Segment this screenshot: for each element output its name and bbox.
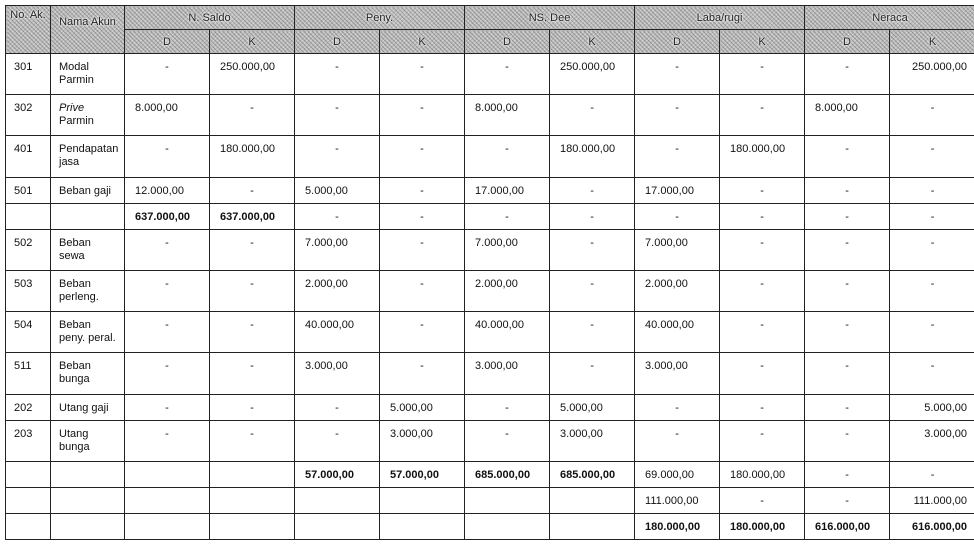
- amount-cell: -: [805, 177, 890, 203]
- amount-cell: -: [550, 312, 635, 353]
- header-no-ak-label: No. Ak.: [10, 9, 46, 21]
- amount-cell: -: [720, 487, 805, 513]
- amount-cell: -: [295, 136, 380, 177]
- header-sub-kredit: K: [210, 30, 295, 54]
- amount-cell: -: [890, 353, 974, 394]
- amount-cell: 7.000,00: [635, 229, 720, 270]
- amount-cell: -: [635, 95, 720, 136]
- account-name-line1: Beban: [59, 277, 91, 290]
- account-name-line1: Beban: [59, 360, 91, 373]
- table-row: [6, 229, 974, 270]
- amount-cell: -: [890, 136, 974, 177]
- table-row: [6, 312, 974, 353]
- amount-cell: -: [890, 203, 974, 229]
- account-number-cell: 503: [6, 270, 51, 311]
- amount-cell: -: [890, 461, 974, 487]
- amount-cell: [210, 487, 295, 513]
- amount-cell: -: [720, 270, 805, 311]
- amount-cell: -: [380, 229, 465, 270]
- amount-cell: 637.000,00: [210, 203, 295, 229]
- header-group-laba-rugi: Laba/rugi: [635, 6, 805, 30]
- header-sub-debit: D: [295, 30, 380, 54]
- account-name-line2: jasa: [59, 156, 80, 169]
- account-name-cell: [51, 95, 125, 136]
- account-number-cell: 504: [6, 312, 51, 353]
- amount-cell: 180.000,00: [210, 136, 295, 177]
- amount-cell: -: [380, 203, 465, 229]
- amount-cell: 17.000,00: [635, 177, 720, 203]
- amount-cell: -: [805, 420, 890, 461]
- account-name-cell: [51, 513, 125, 539]
- amount-cell: -: [125, 394, 210, 420]
- amount-cell: -: [125, 270, 210, 311]
- amount-cell: -: [295, 420, 380, 461]
- header-sub-kredit: K: [550, 30, 635, 54]
- amount-cell: 180.000,00: [635, 513, 720, 539]
- account-name-line2: perleng.: [59, 290, 99, 303]
- amount-cell: [550, 487, 635, 513]
- amount-cell: [210, 513, 295, 539]
- table-row: [6, 394, 974, 420]
- amount-cell: -: [465, 394, 550, 420]
- amount-cell: -: [380, 270, 465, 311]
- account-name-line1: Prive: [59, 102, 85, 115]
- amount-cell: 57.000,00: [380, 461, 465, 487]
- table-row: [6, 513, 974, 539]
- amount-cell: -: [380, 54, 465, 95]
- amount-cell: -: [805, 136, 890, 177]
- amount-cell: -: [550, 270, 635, 311]
- account-name-cell: [51, 270, 125, 311]
- amount-cell: [125, 461, 210, 487]
- amount-cell: 8.000,00: [465, 95, 550, 136]
- amount-cell: 3.000,00: [465, 353, 550, 394]
- account-number-cell: 501: [6, 177, 51, 203]
- amount-cell: 40.000,00: [635, 312, 720, 353]
- account-name-line1: Pendapatan: [59, 143, 119, 156]
- header-sub-kredit: K: [890, 30, 974, 54]
- amount-cell: [380, 513, 465, 539]
- account-name-cell: [51, 203, 125, 229]
- amount-cell: 685.000,00: [550, 461, 635, 487]
- amount-cell: -: [805, 312, 890, 353]
- amount-cell: [465, 487, 550, 513]
- header-group-n-saldo: N. Saldo: [125, 6, 295, 30]
- amount-cell: -: [210, 229, 295, 270]
- amount-cell: -: [380, 353, 465, 394]
- amount-cell: -: [295, 203, 380, 229]
- header-group-neraca: Neraca: [805, 6, 974, 30]
- amount-cell: 5.000,00: [550, 394, 635, 420]
- account-name-cell: [51, 136, 125, 177]
- account-name-line2: Parmin: [59, 74, 94, 86]
- amount-cell: -: [210, 270, 295, 311]
- table-row: [6, 95, 974, 136]
- account-number-cell: 301: [6, 54, 51, 95]
- amount-cell: -: [295, 394, 380, 420]
- amount-cell: -: [550, 177, 635, 203]
- amount-cell: 2.000,00: [635, 270, 720, 311]
- amount-cell: 250.000,00: [890, 54, 974, 95]
- amount-cell: 3.000,00: [635, 353, 720, 394]
- amount-cell: [380, 487, 465, 513]
- amount-cell: -: [210, 394, 295, 420]
- amount-cell: -: [210, 177, 295, 203]
- amount-cell: -: [125, 229, 210, 270]
- account-name-line1: Beban: [59, 236, 91, 249]
- amount-cell: 8.000,00: [125, 95, 210, 136]
- amount-cell: -: [465, 54, 550, 95]
- amount-cell: 616.000,00: [890, 513, 974, 539]
- account-number-cell: [6, 513, 51, 539]
- account-name-line2: bunga: [59, 373, 90, 386]
- amount-cell: 180.000,00: [550, 136, 635, 177]
- amount-cell: -: [805, 54, 890, 95]
- amount-cell: -: [720, 394, 805, 420]
- account-name-line1: Beban: [59, 319, 91, 332]
- amount-cell: -: [125, 353, 210, 394]
- amount-cell: 8.000,00: [805, 95, 890, 136]
- amount-cell: 3.000,00: [550, 420, 635, 461]
- amount-cell: -: [890, 312, 974, 353]
- amount-cell: -: [805, 461, 890, 487]
- amount-cell: -: [210, 420, 295, 461]
- table-row: [6, 420, 974, 461]
- amount-cell: -: [550, 353, 635, 394]
- amount-cell: 685.000,00: [465, 461, 550, 487]
- account-number-cell: [6, 487, 51, 513]
- amount-cell: -: [890, 270, 974, 311]
- account-name-cell: [51, 54, 125, 95]
- amount-cell: -: [550, 229, 635, 270]
- table-row: [6, 54, 974, 95]
- amount-cell: -: [890, 177, 974, 203]
- amount-cell: 111.000,00: [890, 487, 974, 513]
- amount-cell: -: [380, 136, 465, 177]
- amount-cell: -: [720, 95, 805, 136]
- amount-cell: -: [635, 420, 720, 461]
- table-row: [6, 353, 974, 394]
- amount-cell: -: [380, 177, 465, 203]
- account-number-cell: 511: [6, 353, 51, 394]
- account-name-line2: peny. peral.: [59, 332, 116, 345]
- header-group-ns-dee: NS. Dee: [465, 6, 635, 30]
- account-number-cell: [6, 203, 51, 229]
- amount-cell: 250.000,00: [550, 54, 635, 95]
- amount-cell: -: [805, 394, 890, 420]
- amount-cell: 637.000,00: [125, 203, 210, 229]
- amount-cell: -: [210, 95, 295, 136]
- amount-cell: -: [635, 54, 720, 95]
- amount-cell: 180.000,00: [720, 461, 805, 487]
- header-sub-kredit: K: [380, 30, 465, 54]
- amount-cell: 180.000,00: [720, 136, 805, 177]
- amount-cell: -: [890, 95, 974, 136]
- amount-cell: 5.000,00: [295, 177, 380, 203]
- amount-cell: -: [550, 95, 635, 136]
- header-sub-debit: D: [125, 30, 210, 54]
- amount-cell: 12.000,00: [125, 177, 210, 203]
- amount-cell: [125, 487, 210, 513]
- amount-cell: -: [805, 203, 890, 229]
- account-name-cell: [51, 394, 125, 420]
- amount-cell: -: [380, 95, 465, 136]
- table-row: [6, 487, 974, 513]
- table-row: [6, 461, 974, 487]
- amount-cell: [210, 461, 295, 487]
- header-no-ak: [6, 6, 51, 54]
- amount-cell: -: [295, 54, 380, 95]
- amount-cell: -: [720, 229, 805, 270]
- header-nama-akun: Nama Akun: [51, 6, 125, 54]
- amount-cell: -: [805, 229, 890, 270]
- amount-cell: [125, 513, 210, 539]
- account-name-line1: Modal: [59, 61, 89, 73]
- account-name-line2: Parmin: [59, 115, 94, 128]
- amount-cell: [465, 513, 550, 539]
- amount-cell: -: [125, 136, 210, 177]
- amount-cell: -: [210, 312, 295, 353]
- amount-cell: 3.000,00: [295, 353, 380, 394]
- amount-cell: -: [465, 136, 550, 177]
- amount-cell: 2.000,00: [295, 270, 380, 311]
- account-number-cell: [6, 461, 51, 487]
- amount-cell: 17.000,00: [465, 177, 550, 203]
- amount-cell: 5.000,00: [380, 394, 465, 420]
- amount-cell: -: [380, 312, 465, 353]
- table-row: [6, 270, 974, 311]
- amount-cell: -: [125, 54, 210, 95]
- amount-cell: -: [210, 353, 295, 394]
- account-name-line1: Utang gaji: [59, 401, 109, 414]
- account-number-cell: 401: [6, 136, 51, 177]
- amount-cell: 616.000,00: [805, 513, 890, 539]
- amount-cell: -: [635, 203, 720, 229]
- amount-cell: -: [720, 203, 805, 229]
- worksheet-table: [5, 5, 974, 540]
- account-name-cell: [51, 461, 125, 487]
- account-number-cell: 202: [6, 394, 51, 420]
- amount-cell: -: [465, 203, 550, 229]
- header-sub-debit: D: [465, 30, 550, 54]
- amount-cell: -: [125, 312, 210, 353]
- amount-cell: -: [805, 270, 890, 311]
- amount-cell: -: [635, 136, 720, 177]
- amount-cell: 5.000,00: [890, 394, 974, 420]
- amount-cell: -: [550, 203, 635, 229]
- amount-cell: [295, 513, 380, 539]
- table-row: [6, 177, 974, 203]
- amount-cell: 111.000,00: [635, 487, 720, 513]
- account-number-cell: 302: [6, 95, 51, 136]
- amount-cell: -: [720, 177, 805, 203]
- amount-cell: -: [125, 420, 210, 461]
- table-row: [6, 203, 974, 229]
- account-name-cell: [51, 312, 125, 353]
- table-header: [6, 6, 974, 54]
- header-sub-debit: D: [635, 30, 720, 54]
- header-sub-kredit: K: [720, 30, 805, 54]
- amount-cell: 2.000,00: [465, 270, 550, 311]
- amount-cell: -: [465, 420, 550, 461]
- amount-cell: 57.000,00: [295, 461, 380, 487]
- account-name-cell: [51, 353, 125, 394]
- account-name-line1: Utang: [59, 427, 89, 440]
- amount-cell: [550, 513, 635, 539]
- amount-cell: -: [805, 353, 890, 394]
- amount-cell: -: [890, 229, 974, 270]
- amount-cell: 7.000,00: [295, 229, 380, 270]
- amount-cell: -: [635, 394, 720, 420]
- account-name-cell: [51, 229, 125, 270]
- amount-cell: [295, 487, 380, 513]
- account-name-line2: bunga: [59, 440, 90, 453]
- account-number-cell: 502: [6, 229, 51, 270]
- account-name-cell: [51, 420, 125, 461]
- amount-cell: 250.000,00: [210, 54, 295, 95]
- amount-cell: 3.000,00: [890, 420, 974, 461]
- amount-cell: 69.000,00: [635, 461, 720, 487]
- table-row: [6, 136, 974, 177]
- amount-cell: -: [720, 353, 805, 394]
- header-sub-debit: D: [805, 30, 890, 54]
- amount-cell: 40.000,00: [465, 312, 550, 353]
- amount-cell: 3.000,00: [380, 420, 465, 461]
- amount-cell: 40.000,00: [295, 312, 380, 353]
- amount-cell: -: [805, 487, 890, 513]
- table-body: [6, 54, 974, 540]
- amount-cell: 7.000,00: [465, 229, 550, 270]
- account-name-line2: sewa: [59, 249, 85, 262]
- header-group-peny: Peny.: [295, 6, 465, 30]
- amount-cell: -: [720, 420, 805, 461]
- account-name-cell: [51, 177, 125, 203]
- amount-cell: -: [720, 312, 805, 353]
- amount-cell: 180.000,00: [720, 513, 805, 539]
- amount-cell: -: [720, 54, 805, 95]
- account-name-cell: [51, 487, 125, 513]
- account-name-line1: Beban gaji: [59, 184, 111, 197]
- account-number-cell: 203: [6, 420, 51, 461]
- amount-cell: -: [295, 95, 380, 136]
